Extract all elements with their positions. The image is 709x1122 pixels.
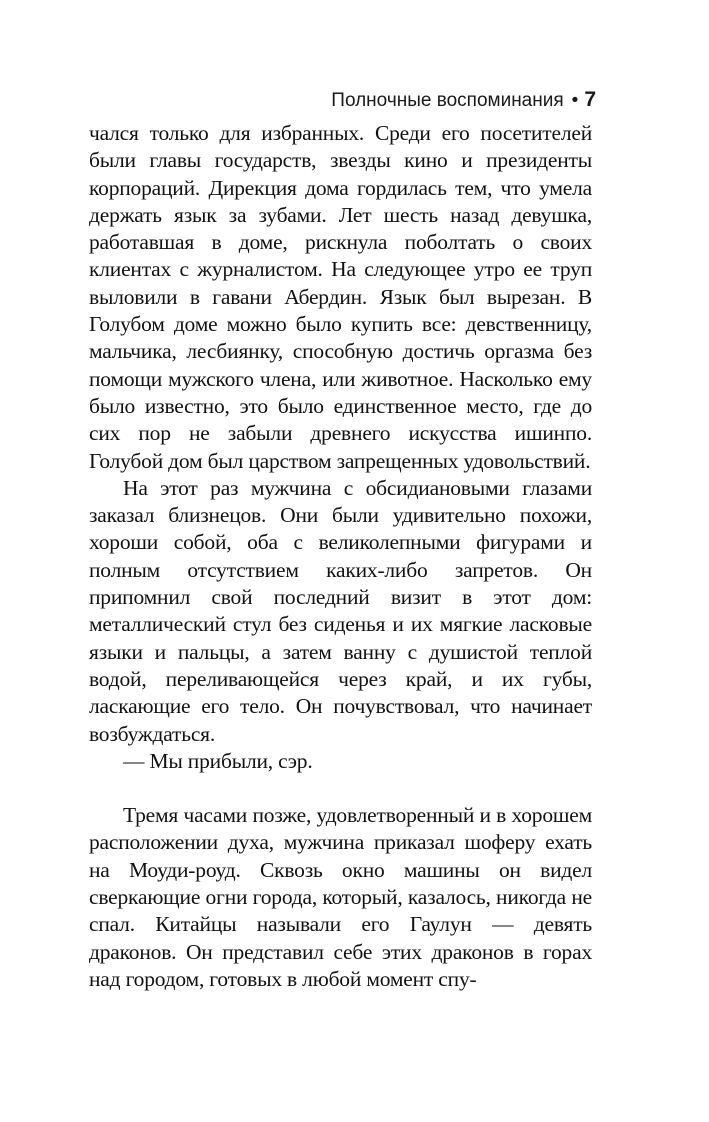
paragraph-1: чался только для избранных. Среди его посетителей были главы государств, звезды кино и президенты корпораций. Дирекция дома гордилась тем, что умела держать язык за зубами. Лет шесть назад девушка, работавшая в доме, рискнула поболтать о своих клиентах с журналистом. На следующее утро ее труп выловили в гавани Абердин. Язык был вырезан. В Голубом доме можно было купить все: девственницу, мальчика, лесбиянку, способную достичь оргазма без помощи мужского члена, или животное. Насколько ему было известно, это было единственное место, где до сих пор не забыли древнего искусства ишинпо. Голубой дом был царством запрещенных удовольствий. [89, 121, 592, 473]
body-text [89, 120, 592, 993]
paragraph-3: Тремя часами позже, удовлетворенный и в хорошем расположении духа, мужчина приказал шоферу ехать на Моуди-роуд. Сквозь окно машины он видел сверкающие огни города, который, казалось, никогда не спал. Китайцы называли его Гаулун — девять драконов. Он представил себе этих драконов в горах над городом, готовых в любой момент спу- [89, 803, 592, 991]
running-header [331, 88, 596, 112]
dialogue-line: — Мы прибыли, сэр. [123, 748, 313, 773]
header-title: Полночные воспоминания [331, 90, 564, 111]
paragraph-2: На этот раз мужчина с обсидиановыми глазами заказал близнецов. Они были удивительно похожи, хороши собой, оба с великолепными фигурами и полным отсутствием каких-либо запретов. Он припомнил свой последний визит в этот дом: металлический стул без сиденья и их мягкие ласковые языки и пальцы, а затем ванну с душистой теплой водой, переливающейся через край, и их губы, ласкающие его тело. Он почувствовал, что начинает возбуждаться. [89, 475, 592, 746]
page-number: 7 [584, 88, 596, 111]
header-separator: • [571, 90, 579, 111]
